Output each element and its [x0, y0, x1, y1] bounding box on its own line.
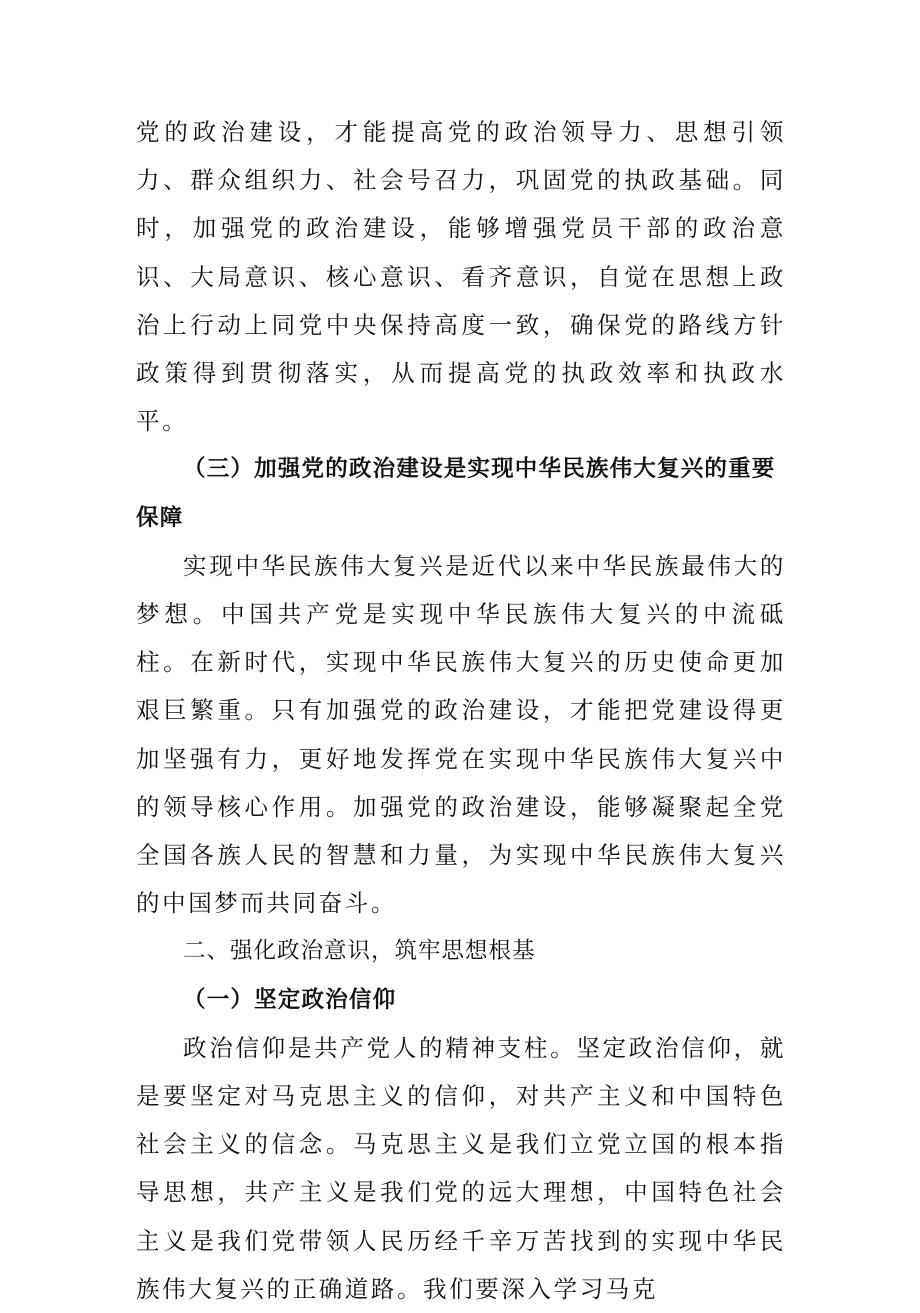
heading-chapter-2: 二、强化政治意识，筑牢思想根基	[183, 938, 536, 965]
heading-section-3: （三）加强党的政治建设是实现中华民族伟大复兴的重要保障	[136, 456, 776, 531]
document-body	[136, 108, 786, 1313]
heading-section-1: （一）坚定政治信仰	[183, 986, 397, 1013]
paragraph-political-belief: 政治信仰是共产党人的精神支柱。坚定政治信仰，就是要坚定对马克思主义的信仰，对共产主义和中国特色社会主义的信念。马克思主义是我们立党立国的根本指导思想，共产主义是我们党的远大理想，中国特色社会主义是我们党带领人民历经千辛万苦找到的实现中华民族伟大复兴的正确道路。我们要深入学习马克	[136, 1033, 786, 1303]
paragraph-national-rejuvenation: 实现中华民族伟大复兴是近代以来中华民族最伟大的梦想。中国共产党是实现中华民族伟大复兴的中流砥柱。在新时代，实现中华民族伟大复兴的历史使命更加艰巨繁重。只有加强党的政治建设，才能把党建设得更加坚强有力，更好地发挥党在实现中华民族伟大复兴中的领导核心作用。加强党的政治建设，能够凝聚起全党全国各族人民的智慧和力量，为实现中华民族伟大复兴的中国梦而共同奋斗。	[136, 551, 786, 918]
paragraph-party-political-building: 党的政治建设，才能提高党的政治领导力、思想引领力、群众组织力、社会号召力，巩固党的执政基础。同时，加强党的政治建设，能够增强党员干部的政治意识、大局意识、核心意识、看齐意识，自觉在思想上政治上行动上同党中央保持高度一致，确保党的路线方针政策得到贯彻落实，从而提高党的执政效率和执政水平。	[136, 118, 786, 436]
